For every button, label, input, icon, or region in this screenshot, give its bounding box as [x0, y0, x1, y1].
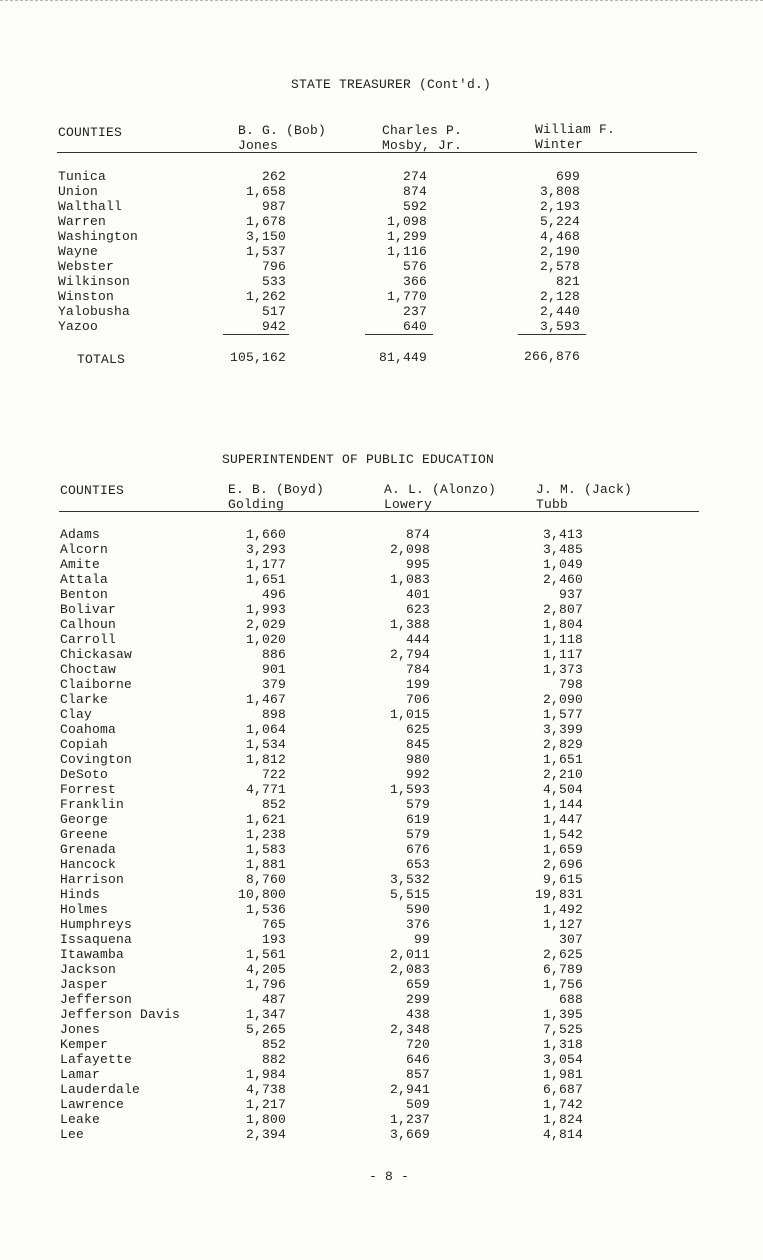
- county-name: Jackson: [60, 962, 117, 977]
- vote-count: 438: [405, 1007, 430, 1022]
- education-candidate-golding-header: E. B. (Boyd) Golding: [228, 482, 325, 512]
- county-name: Coahoma: [60, 722, 117, 737]
- vote-count: 852: [261, 797, 286, 812]
- vote-count: 980: [405, 752, 430, 767]
- vote-count: 1,299: [386, 229, 427, 244]
- vote-count: 1,561: [245, 947, 286, 962]
- vote-count: 4,814: [542, 1127, 583, 1142]
- vote-count: 901: [261, 662, 286, 677]
- vote-count: 1,756: [542, 977, 583, 992]
- vote-count: 579: [405, 797, 430, 812]
- vote-count: 2,941: [389, 1082, 430, 1097]
- vote-count: 1,467: [245, 692, 286, 707]
- county-name: Clay: [60, 707, 93, 722]
- vote-count: 1,388: [389, 617, 430, 632]
- vote-count: 3,669: [389, 1127, 430, 1142]
- vote-count: 852: [261, 1037, 286, 1052]
- vote-count: 1,116: [386, 244, 427, 259]
- vote-count: 676: [405, 842, 430, 857]
- vote-count: 1,534: [245, 737, 286, 752]
- county-name: Yalobusha: [58, 304, 131, 319]
- vote-count: 496: [261, 587, 286, 602]
- vote-count: 237: [402, 304, 427, 319]
- education-header-rule: [59, 511, 699, 512]
- vote-count: 99: [413, 932, 430, 947]
- vote-count: 1,984: [245, 1067, 286, 1082]
- county-name: Covington: [60, 752, 133, 767]
- vote-count: 1,577: [542, 707, 583, 722]
- county-name: DeSoto: [60, 767, 109, 782]
- vote-count: 401: [405, 587, 430, 602]
- vote-count: 1,796: [245, 977, 286, 992]
- vote-count: 784: [405, 662, 430, 677]
- treasurer-candidate-winter-header: William F. Winter: [535, 122, 616, 152]
- vote-count: 299: [405, 992, 430, 1007]
- education-title: SUPERINTENDENT OF PUBLIC EDUCATION: [222, 452, 495, 467]
- vote-count: 1,881: [245, 857, 286, 872]
- vote-count: 2,578: [539, 259, 580, 274]
- vote-count: 1,020: [245, 632, 286, 647]
- county-name: Attala: [60, 572, 109, 587]
- vote-count: 1,064: [245, 722, 286, 737]
- vote-count: 3,054: [542, 1052, 583, 1067]
- county-name: Itawamba: [60, 947, 125, 962]
- treasurer-candidate-jones-header: B. G. (Bob) Jones: [238, 123, 327, 153]
- vote-count: 2,829: [542, 737, 583, 752]
- county-name: Lamar: [60, 1067, 101, 1082]
- county-name: Jefferson: [60, 992, 133, 1007]
- vote-count: 619: [405, 812, 430, 827]
- vote-count: 1,993: [245, 602, 286, 617]
- treasurer-total-winter: 266,876: [523, 349, 580, 364]
- county-name: Humphreys: [60, 917, 133, 932]
- vote-count: 274: [402, 169, 427, 184]
- county-name: Jefferson Davis: [60, 1007, 181, 1022]
- vote-count: 1,318: [542, 1037, 583, 1052]
- vote-count: 1,660: [245, 527, 286, 542]
- vote-count: 1,651: [245, 572, 286, 587]
- vote-count: 1,098: [386, 214, 427, 229]
- vote-count: 262: [261, 169, 286, 184]
- vote-count: 1,144: [542, 797, 583, 812]
- county-name: Jones: [60, 1022, 101, 1037]
- vote-count: 1,678: [245, 214, 286, 229]
- vote-count: 874: [405, 527, 430, 542]
- county-name: Holmes: [60, 902, 109, 917]
- vote-count: 992: [405, 767, 430, 782]
- vote-count: 3,413: [542, 527, 583, 542]
- county-name: Washington: [58, 229, 139, 244]
- vote-count: 2,440: [539, 304, 580, 319]
- vote-count: 3,150: [245, 229, 286, 244]
- vote-count: 845: [405, 737, 430, 752]
- vote-count: 3,808: [539, 184, 580, 199]
- county-name: Leake: [60, 1112, 101, 1127]
- vote-count: 1,804: [542, 617, 583, 632]
- vote-count: 995: [405, 557, 430, 572]
- vote-count: 2,696: [542, 857, 583, 872]
- vote-count: 722: [261, 767, 286, 782]
- county-name: Amite: [60, 557, 101, 572]
- vote-count: 1,536: [245, 902, 286, 917]
- vote-count: 2,098: [389, 542, 430, 557]
- vote-count: 1,658: [245, 184, 286, 199]
- vote-count: 798: [558, 677, 583, 692]
- county-name: Adams: [60, 527, 101, 542]
- treasurer-mosby-votes: [355, 169, 427, 334]
- county-name: Copiah: [60, 737, 109, 752]
- vote-count: 2,190: [539, 244, 580, 259]
- vote-count: 2,083: [389, 962, 430, 977]
- vote-count: 1,015: [389, 707, 430, 722]
- vote-count: 882: [261, 1052, 286, 1067]
- vote-count: 10,800: [237, 887, 286, 902]
- vote-count: 366: [402, 274, 427, 289]
- county-name: Clarke: [60, 692, 109, 707]
- vote-count: 19,831: [534, 887, 583, 902]
- vote-count: 2,128: [539, 289, 580, 304]
- vote-count: 307: [558, 932, 583, 947]
- treasurer-winter-votes: [508, 169, 580, 334]
- county-name: Lawrence: [60, 1097, 125, 1112]
- treasurer-winter-sum-rule: [518, 334, 586, 335]
- vote-count: 1,447: [542, 812, 583, 827]
- treasurer-jones-sum-rule: [223, 334, 289, 335]
- county-name: Walthall: [58, 199, 123, 214]
- vote-count: 2,394: [245, 1127, 286, 1142]
- treasurer-candidate-mosby-header: Charles P. Mosby, Jr.: [382, 123, 463, 153]
- vote-count: 898: [261, 707, 286, 722]
- education-candidate-tubb-header: J. M. (Jack) Tubb: [536, 482, 633, 512]
- vote-count: 4,504: [542, 782, 583, 797]
- vote-count: 444: [405, 632, 430, 647]
- vote-count: 646: [405, 1052, 430, 1067]
- treasurer-total-mosby: 81,449: [378, 350, 427, 365]
- education-golding-votes: [214, 527, 286, 1142]
- vote-count: 1,824: [542, 1112, 583, 1127]
- vote-count: 2,090: [542, 692, 583, 707]
- vote-count: 623: [405, 602, 430, 617]
- education-tubb-votes: [511, 527, 583, 1142]
- treasurer-totals-label: TOTALS: [77, 352, 126, 367]
- vote-count: 2,807: [542, 602, 583, 617]
- county-name: Claiborne: [60, 677, 133, 692]
- vote-count: 3,532: [389, 872, 430, 887]
- county-name: Lafayette: [60, 1052, 133, 1067]
- vote-count: 4,205: [245, 962, 286, 977]
- vote-count: 5,265: [245, 1022, 286, 1037]
- vote-count: 1,217: [245, 1097, 286, 1112]
- county-name: Lee: [60, 1127, 85, 1142]
- vote-count: 1,542: [542, 827, 583, 842]
- treasurer-county-list: [58, 169, 138, 334]
- vote-count: 688: [558, 992, 583, 1007]
- vote-count: 796: [261, 259, 286, 274]
- vote-count: 1,659: [542, 842, 583, 857]
- vote-count: 1,395: [542, 1007, 583, 1022]
- vote-count: 1,583: [245, 842, 286, 857]
- vote-count: 2,029: [245, 617, 286, 632]
- vote-count: 2,210: [542, 767, 583, 782]
- vote-count: 857: [405, 1067, 430, 1082]
- vote-count: 7,525: [542, 1022, 583, 1037]
- vote-count: 1,127: [542, 917, 583, 932]
- vote-count: 706: [405, 692, 430, 707]
- county-name: Webster: [58, 259, 115, 274]
- vote-count: 487: [261, 992, 286, 1007]
- vote-count: 8,760: [245, 872, 286, 887]
- vote-count: 193: [261, 932, 286, 947]
- vote-count: 874: [402, 184, 427, 199]
- vote-count: 5,224: [539, 214, 580, 229]
- education-counties-header: COUNTIES: [60, 483, 125, 498]
- vote-count: 199: [405, 677, 430, 692]
- county-name: Wilkinson: [58, 274, 131, 289]
- vote-count: 509: [405, 1097, 430, 1112]
- treasurer-counties-header: COUNTIES: [58, 125, 123, 140]
- vote-count: 1,373: [542, 662, 583, 677]
- treasurer-jones-votes: [214, 169, 286, 334]
- treasurer-total-jones: 105,162: [229, 350, 286, 365]
- vote-count: 1,621: [245, 812, 286, 827]
- vote-count: 1,492: [542, 902, 583, 917]
- vote-count: 2,011: [389, 947, 430, 962]
- vote-count: 1,770: [386, 289, 427, 304]
- county-name: Grenada: [60, 842, 117, 857]
- vote-count: 1,981: [542, 1067, 583, 1082]
- county-name: Warren: [58, 214, 107, 229]
- vote-count: 2,794: [389, 647, 430, 662]
- vote-count: 821: [555, 274, 580, 289]
- page-number: - 8 -: [369, 1169, 410, 1184]
- vote-count: 699: [555, 169, 580, 184]
- county-name: Choctaw: [60, 662, 117, 677]
- vote-count: 625: [405, 722, 430, 737]
- county-name: Harrison: [60, 872, 125, 887]
- vote-count: 576: [402, 259, 427, 274]
- vote-count: 765: [261, 917, 286, 932]
- vote-count: 937: [558, 587, 583, 602]
- county-name: Winston: [58, 289, 115, 304]
- vote-count: 1,238: [245, 827, 286, 842]
- county-name: George: [60, 812, 109, 827]
- treasurer-header-rule: [57, 152, 697, 153]
- vote-count: 2,348: [389, 1022, 430, 1037]
- vote-count: 2,625: [542, 947, 583, 962]
- county-name: Benton: [60, 587, 109, 602]
- county-name: Hinds: [60, 887, 101, 902]
- vote-count: 1,117: [542, 647, 583, 662]
- vote-count: 1,237: [389, 1112, 430, 1127]
- county-name: Bolivar: [60, 602, 117, 617]
- vote-count: 2,460: [542, 572, 583, 587]
- county-name: Calhoun: [60, 617, 117, 632]
- education-county-list: [60, 527, 180, 1142]
- vote-count: 376: [405, 917, 430, 932]
- county-name: Forrest: [60, 782, 117, 797]
- county-name: Union: [58, 184, 99, 199]
- vote-count: 1,049: [542, 557, 583, 572]
- vote-count: 1,593: [389, 782, 430, 797]
- vote-count: 3,293: [245, 542, 286, 557]
- vote-count: 5,515: [389, 887, 430, 902]
- vote-count: 4,468: [539, 229, 580, 244]
- education-candidate-lowery-header: A. L. (Alonzo) Lowery: [384, 482, 497, 512]
- county-name: Alcorn: [60, 542, 109, 557]
- county-name: Tunica: [58, 169, 107, 184]
- vote-count: 1,118: [542, 632, 583, 647]
- vote-count: 659: [405, 977, 430, 992]
- vote-count: 886: [261, 647, 286, 662]
- treasurer-mosby-sum-rule: [365, 334, 433, 335]
- county-name: Yazoo: [58, 319, 99, 334]
- vote-count: 590: [405, 902, 430, 917]
- vote-count: 592: [402, 199, 427, 214]
- county-name: Issaquena: [60, 932, 133, 947]
- vote-count: 1,812: [245, 752, 286, 767]
- vote-count: 942: [261, 319, 286, 334]
- county-name: Kemper: [60, 1037, 109, 1052]
- vote-count: 1,651: [542, 752, 583, 767]
- vote-count: 579: [405, 827, 430, 842]
- county-name: Greene: [60, 827, 109, 842]
- top-border: [0, 0, 763, 1]
- education-lowery-votes: [358, 527, 430, 1142]
- vote-count: 2,193: [539, 199, 580, 214]
- vote-count: 517: [261, 304, 286, 319]
- county-name: Chickasaw: [60, 647, 133, 662]
- vote-count: 533: [261, 274, 286, 289]
- vote-count: 1,347: [245, 1007, 286, 1022]
- vote-count: 6,687: [542, 1082, 583, 1097]
- vote-count: 1,537: [245, 244, 286, 259]
- county-name: Carroll: [60, 632, 117, 647]
- vote-count: 3,593: [539, 319, 580, 334]
- vote-count: 1,262: [245, 289, 286, 304]
- vote-count: 1,177: [245, 557, 286, 572]
- vote-count: 720: [405, 1037, 430, 1052]
- vote-count: 4,738: [245, 1082, 286, 1097]
- county-name: Wayne: [58, 244, 99, 259]
- vote-count: 640: [402, 319, 427, 334]
- vote-count: 1,742: [542, 1097, 583, 1112]
- vote-count: 6,789: [542, 962, 583, 977]
- vote-count: 3,485: [542, 542, 583, 557]
- county-name: Hancock: [60, 857, 117, 872]
- vote-count: 653: [405, 857, 430, 872]
- county-name: Franklin: [60, 797, 125, 812]
- vote-count: 1,800: [245, 1112, 286, 1127]
- vote-count: 4,771: [245, 782, 286, 797]
- vote-count: 9,615: [542, 872, 583, 887]
- county-name: Jasper: [60, 977, 109, 992]
- county-name: Lauderdale: [60, 1082, 141, 1097]
- vote-count: 379: [261, 677, 286, 692]
- treasurer-title: STATE TREASURER (Cont'd.): [291, 77, 492, 92]
- vote-count: 3,399: [542, 722, 583, 737]
- vote-count: 987: [261, 199, 286, 214]
- vote-count: 1,083: [389, 572, 430, 587]
